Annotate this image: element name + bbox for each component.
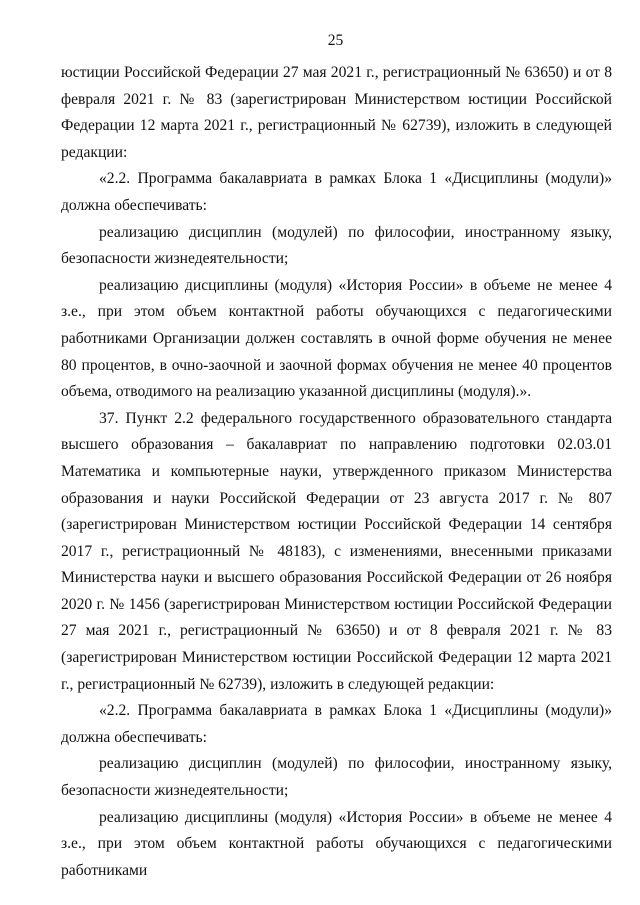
page-number: 25 (327, 32, 344, 49)
paragraph-disciplines-2: реализацию дисциплин (модулей) по философии, иностранному языку, безопасности жизнедеятельности; (61, 755, 612, 800)
paragraph-quote-intro: «2.2. Программа бакалавриата в рамках Блока 1 «Дисциплины (модули)» должна обеспечивать: (61, 170, 612, 214)
paragraph-history-requirement: реализацию дисциплины (модуля) «История России» в объеме не менее 4 з.е., при этом объем контактной работы обучающихся с педагогическими работниками Организации должен составлять в очной форме обучения не менее 80 процентов, в очно-заочной и заочной формах обучения не менее 40 процентов объема, отводимого на реализацию указанной дисциплины (модуля).». (61, 276, 612, 401)
paragraph-disciplines: реализацию дисциплин (модулей) по философии, иностранному языку, безопасности жизнедеятельности; (61, 223, 612, 268)
paragraph-item-37: 37. Пункт 2.2 федерального государственного образовательного стандарта высшего образования – бакалавриат по направлению подготовки 02.03.01 Математика и компьютерные науки, утвержденного приказом Министерства образования и науки Российской Федерации от 23 августа 2017 г. № 807 (зарегистрирован Министерством юстиции Российской Федерации 14 сентября 2017 г., регистрационный № 48183), с изменениями, внесенными приказами Министерства науки и высшего образования Российской Федерации от 26 ноября 2020 г. № 1456 (зарегистрирован Министерством юстиции Российской Федерации 27 мая 2021 г., регистрационный № 63650) и от 8 февраля 2021 г. № 83 (зарегистрирован Министерством юстиции Российской Федерации 12 марта 2021 г., регистрационный № 62739), изложить в следующей редакции: (61, 409, 612, 693)
paragraph-history-requirement-2: реализацию дисциплины (модуля) «История России» в объеме не менее 4 з.е., при этом объем контактной работы обучающихся с педагогическими работниками (61, 808, 612, 879)
paragraph-continuation: юстиции Российской Федерации 27 мая 2021 г., регистрационный № 63650) и от 8 февраля 2021 г. № 83 (зарегистрирован Министерством юстиции Российской Федерации 12 марта 2021 г., регистрационный № 62739), изложить в следующей редакции: (61, 64, 612, 161)
paragraph-quote-intro-2: «2.2. Программа бакалавриата в рамках Блока 1 «Дисциплины (модули)» должна обеспечивать: (61, 702, 612, 746)
